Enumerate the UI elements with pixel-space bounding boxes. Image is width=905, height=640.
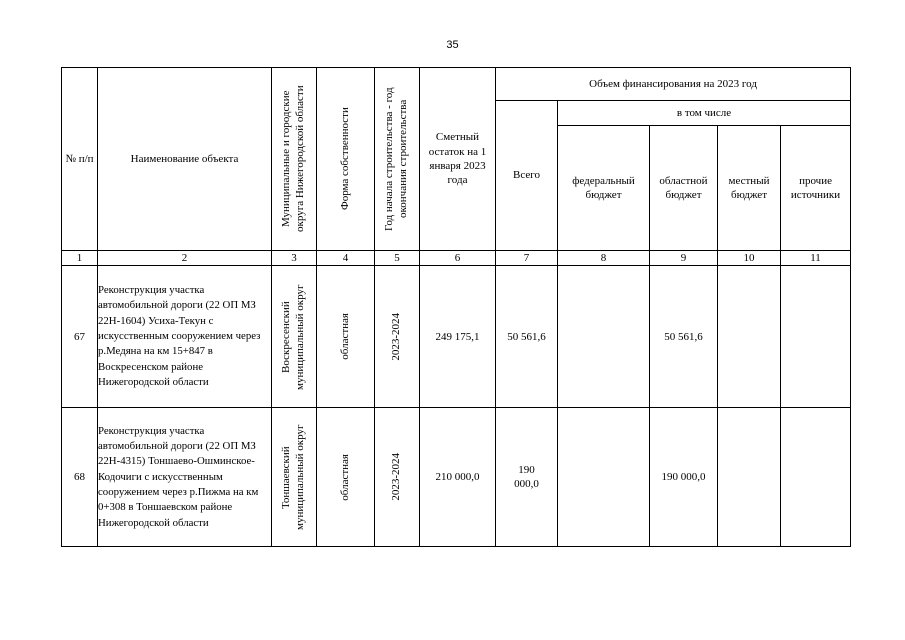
row-ownership-text: областная bbox=[338, 453, 351, 501]
row-local bbox=[718, 266, 781, 408]
row-municipal-text: Воскресенский муниципальный округ bbox=[280, 284, 306, 390]
row-name: Реконструкция участка автомобильной дороги (22 ОП МЗ 22Н-4315) Тоншаево-Ошминское-Кодочиги с искусственным сооружением через р.Пижма на км 0+308 в Тоншаевском районе Нижегородской области bbox=[98, 408, 272, 547]
row-other bbox=[781, 408, 851, 547]
row-municipal-text: Тоншаевский муниципальный округ bbox=[280, 424, 306, 531]
header-remaining: Сметный остаток на 1 января 2023 года bbox=[420, 68, 496, 251]
row-total: 190 000,0 bbox=[496, 408, 558, 547]
row-municipal bbox=[272, 266, 317, 408]
header-regional: областной бюджет bbox=[650, 126, 718, 251]
row-name: Реконструкция участка автомобильной дороги (22 ОП МЗ 22Н-1604) Усиха-Текун с искусственным сооружением через р.Медяна на км 15+847 в Воскресенском районе Нижегородской области bbox=[98, 266, 272, 408]
header-years bbox=[375, 68, 420, 251]
row-total: 50 561,6 bbox=[496, 266, 558, 408]
column-number: 1 bbox=[62, 251, 98, 266]
table-row bbox=[62, 408, 851, 547]
row-local bbox=[718, 408, 781, 547]
header-municipal-text: Муниципальные и городские округа Нижегородской области bbox=[280, 85, 306, 233]
row-years bbox=[375, 266, 420, 408]
row-municipal bbox=[272, 408, 317, 547]
column-number: 11 bbox=[781, 251, 851, 266]
row-no: 67 bbox=[62, 266, 98, 408]
column-number: 7 bbox=[496, 251, 558, 266]
column-number: 9 bbox=[650, 251, 718, 266]
column-number: 6 bbox=[420, 251, 496, 266]
column-number: 5 bbox=[375, 251, 420, 266]
row-federal bbox=[558, 266, 650, 408]
column-number: 4 bbox=[317, 251, 375, 266]
header-including: в том числе bbox=[558, 101, 851, 126]
row-years-text: 2023-2024 bbox=[390, 312, 403, 361]
header-name: Наименование объекта bbox=[98, 68, 272, 251]
financing-table bbox=[61, 67, 851, 547]
row-remaining: 249 175,1 bbox=[420, 266, 496, 408]
row-federal bbox=[558, 408, 650, 547]
header-local: местный бюджет bbox=[718, 126, 781, 251]
header-federal: федеральный бюджет bbox=[558, 126, 650, 251]
header-row-1 bbox=[62, 68, 851, 101]
row-years bbox=[375, 408, 420, 547]
row-years-text: 2023-2024 bbox=[390, 453, 403, 502]
header-years-text: Год начала строительства - год окончания строительства bbox=[383, 87, 409, 231]
header-no: № п/п bbox=[62, 68, 98, 251]
row-ownership bbox=[317, 266, 375, 408]
header-other: прочие источники bbox=[781, 126, 851, 251]
row-no: 68 bbox=[62, 408, 98, 547]
column-number: 3 bbox=[272, 251, 317, 266]
header-funding: Объем финансирования на 2023 год bbox=[496, 68, 851, 101]
page-number: 35 bbox=[446, 39, 459, 51]
column-number: 2 bbox=[98, 251, 272, 266]
row-remaining: 210 000,0 bbox=[420, 408, 496, 547]
column-number: 10 bbox=[718, 251, 781, 266]
row-ownership-text: областная bbox=[338, 313, 351, 361]
table-row bbox=[62, 266, 851, 408]
column-number-row bbox=[62, 251, 851, 266]
header-ownership-text: Форма собственности bbox=[338, 107, 351, 211]
header-municipal bbox=[272, 68, 317, 251]
header-ownership bbox=[317, 68, 375, 251]
column-number: 8 bbox=[558, 251, 650, 266]
row-ownership bbox=[317, 408, 375, 547]
row-other bbox=[781, 266, 851, 408]
row-regional: 50 561,6 bbox=[650, 266, 718, 408]
header-total: Всего bbox=[496, 101, 558, 251]
row-regional: 190 000,0 bbox=[650, 408, 718, 547]
